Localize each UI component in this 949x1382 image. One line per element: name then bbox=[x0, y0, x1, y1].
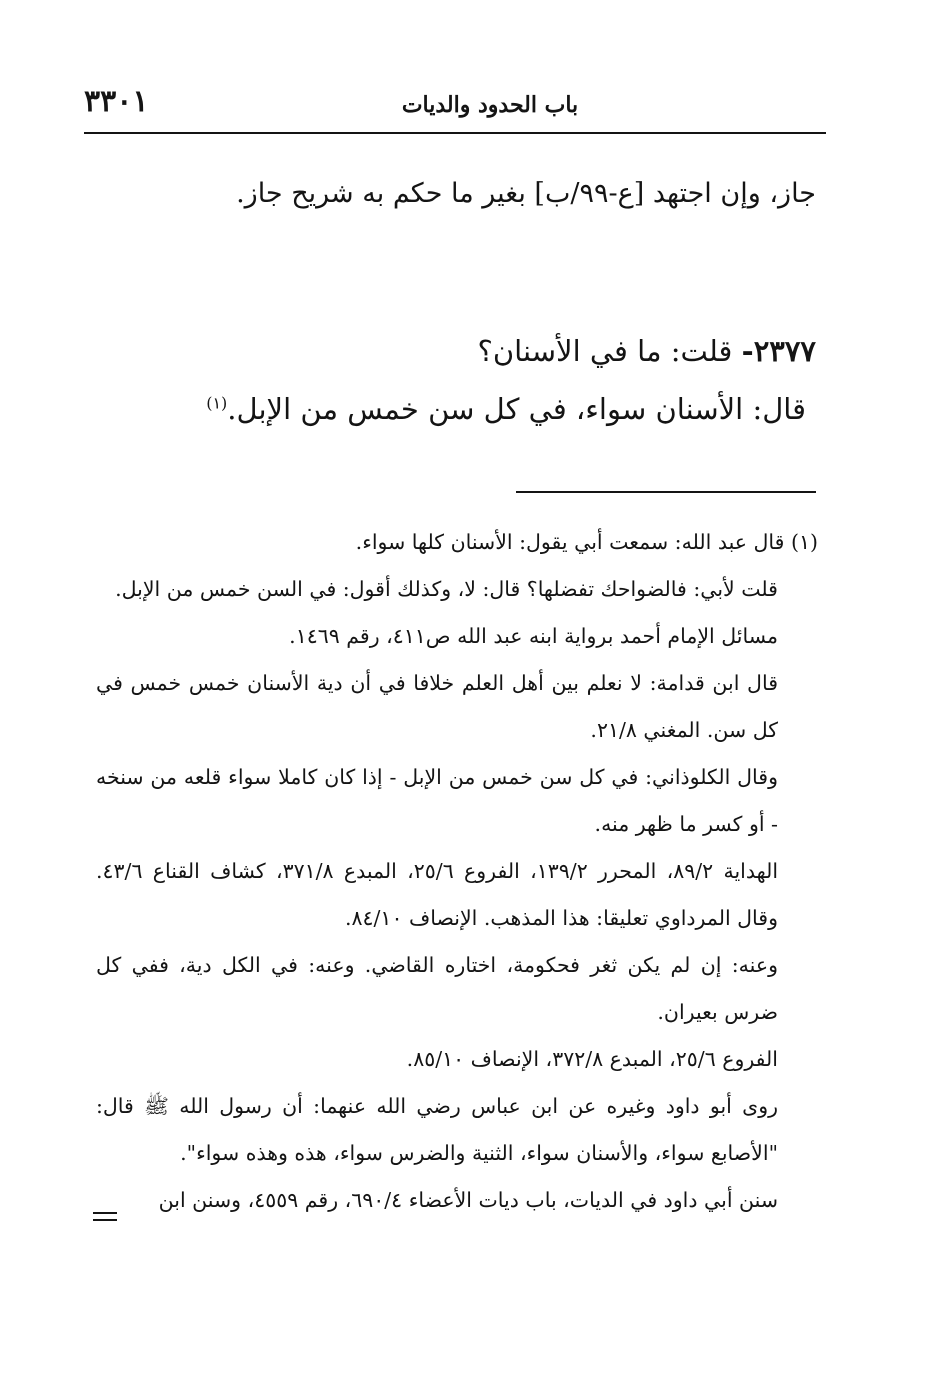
footnote-paragraph: سنن أبي داود في الديات، باب ديات الأعضاء ٦٩٠/٤، رقم ٤٥٥٩، وسنن ابن bbox=[158, 1188, 778, 1212]
footnote-paragraph: الفروع ٢٥/٦، المبدع ٣٧٢/٨، الإنصاف ٨٥/١٠. bbox=[406, 1047, 778, 1071]
footnote-ref: (١) bbox=[206, 393, 228, 413]
page-number: ٣٣٠١ bbox=[84, 84, 149, 119]
footnote-paragraph: الهداية ٨٩/٢، المحرر ١٣٩/٢، الفروع ٢٥/٦، المبدع ٣٧١/٨، كشاف القناع ٤٣/٦. وقال المرداوي تعليقا: هذا المذهب. الإنصاف ٨٤/١٠. bbox=[96, 859, 779, 930]
footnote-paragraph: وعنه: إن لم يكن ثغر فحكومة، اختاره القاضي. وعنه: في الكل دية، ففي كل ضرس بعيران. bbox=[96, 953, 778, 1024]
question-line bbox=[100, 334, 816, 368]
running-title: باب الحدود والديات bbox=[401, 92, 579, 118]
footnote-paragraph: روى أبو داود وغيره عن ابن عباس رضي الله عنهما: أن رسول الله ﷺ قال: "الأصابع سواء، والأسنان سواء، الثنية والضرس سواء، هذه وهذه سواء". bbox=[96, 1094, 778, 1165]
header-rule bbox=[84, 132, 826, 134]
question-number: ٢٣٧٧- bbox=[741, 334, 816, 368]
footnote-separator bbox=[516, 491, 816, 493]
footnote-paragraph: مسائل الإمام أحمد برواية ابنه عبد الله ص٤١١، رقم ١٤٦٩. bbox=[289, 624, 778, 648]
footnote-paragraph: قلت لأبي: فالضواحك تفضلها؟ قال: لا، وكذلك أقول: في السن خمس من الإبل. bbox=[115, 577, 778, 601]
answer-line bbox=[100, 392, 806, 426]
footnote-paragraph: وقال الكلوذاني: في كل سن خمس من الإبل - إذا كان كاملا سواء قلعه من سنخه - أو كسر ما ظهر منه. bbox=[96, 765, 778, 836]
body-paragraph: جاز، وإن اجتهد [ع-٩٩/ب] بغير ما حكم به شريح جاز. bbox=[236, 178, 816, 209]
continuation-mark bbox=[93, 1212, 117, 1221]
question-text: قلت: ما في الأسنان؟ bbox=[477, 334, 733, 368]
footnotes-section bbox=[96, 519, 818, 1224]
footnote-paragraph: (١) قال عبد الله: سمعت أبي يقول: الأسنان كلها سواء. bbox=[355, 530, 818, 554]
footnote-paragraph: قال ابن قدامة: لا نعلم بين أهل العلم خلافا في أن دية الأسنان خمس خمس في كل سن. المغني ٢١/٨. bbox=[96, 671, 778, 742]
answer-text: قال: الأسنان سواء، في كل سن خمس من الإبل. bbox=[227, 392, 806, 426]
